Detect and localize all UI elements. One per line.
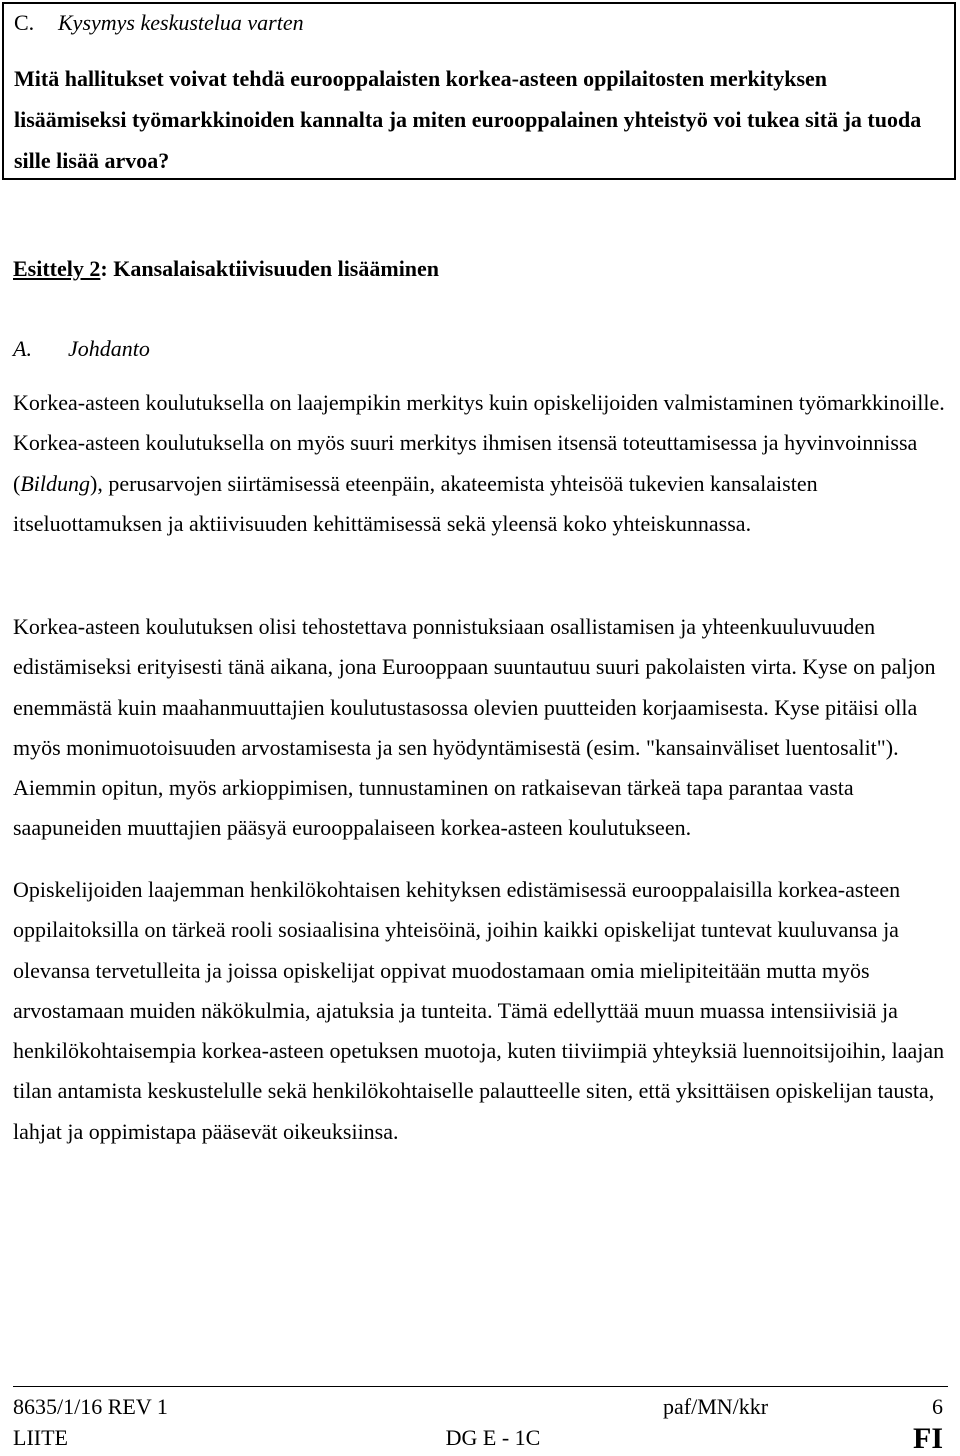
paragraph-1 xyxy=(13,383,948,544)
paragraph-3: Opiskelijoiden laajemman henkilökohtaisen kehityksen edistämisessä eurooppalaisilla korkea-asteen oppilaitoksilla on tärkeä rooli sosiaalisina yhteisöinä, joihin kaikki opiskelijat tuntevat kuuluvansa ja olevansa tervetulleita ja joissa opiskelijat oppivat muodostamaan omia mielipiteitään mutta myös arvostamaan muiden näkökulmia, ajatuksia ja tunteita. Tämä edellyttää muun muassa intensiivisiä ja henkilökohtaisempia korkea-asteen opetuksen muotoja, kuten tiiviimpiä yhteyksiä luennoitsijoihin, laajan tilan antamista keskustelulle sekä henkilökohtaiselle palautteelle siten, että yksittäisen opiskelijan tausta, lahjat ja oppimistapa pääsevät oikeuksiinsa. xyxy=(13,877,945,1144)
section-a-letter: A. xyxy=(13,336,32,361)
paragraph-2: Korkea-asteen koulutuksen olisi tehostettava ponnistuksiaan osallistamisen ja yhteenkuuluvuuden edistämiseksi erityisesti tänä aikana, jona Eurooppaan suuntautuu suuri pakolaisten virta. Kyse on paljon enemmästä kuin maahanmuuttajien koulutustasossa olevien puutteiden korjaamisesta. Kyse pitäisi olla myös monimuotoisuuden arvostamisesta ja sen hyödyntämisestä (esim. "kansainväliset luentosalit"). Aiemmin opitun, myös arkioppimisen, tunnustaminen on ratkaisevan tärkeä tapa parantaa vasta saapuneiden muuttajien pääsyä eurooppalaiseen korkea-asteen koulutukseen. xyxy=(13,614,936,841)
section-c-letter: C. xyxy=(14,10,35,35)
paragraph-1-part-1: Korkea-asteen koulutuksella on laajempikin merkitys kuin opiskelijoiden valmistaminen työmarkkinoille. Korkea-asteen koulutuksella on myös suuri merkitys ihmisen itsensä toteuttamisessa ja hyvinvoinnissa ( xyxy=(13,390,945,496)
section-a-heading xyxy=(13,334,150,364)
footer-page-number: 6 xyxy=(932,1394,943,1419)
footer-language: FI xyxy=(913,1422,943,1455)
footer-row-2 xyxy=(13,1422,948,1455)
section-a-title: Johdanto xyxy=(68,336,150,361)
footer-divider xyxy=(13,1386,948,1387)
footer-annex: LIITE xyxy=(13,1425,68,1450)
footer-initials: paf/MN/kkr xyxy=(663,1394,769,1419)
presentation-heading xyxy=(13,254,439,284)
footer-row-1 xyxy=(13,1393,948,1421)
footer-doc-number: 8635/1/16 REV 1 xyxy=(13,1394,168,1419)
paragraph-1-part-2: ), perusarvojen siirtämisessä eteenpäin, akateemista yhteisöä tukevien kansalaisten itseluottamuksen ja aktiivisuuden kehittämisessä sekä yleensä koko yhteiskunnassa. xyxy=(13,470,818,536)
section-c-heading xyxy=(14,8,304,38)
footer-dg: DG E - 1C xyxy=(445,1425,541,1450)
presentation-label: Esittely 2 xyxy=(13,256,101,281)
discussion-question: Mitä hallitukset voivat tehdä eurooppalaisten korkea-asteen oppilaitosten merkityksen lisäämiseksi työmarkkinoiden kannalta ja miten eurooppalainen yhteistyö voi tukea sitä ja tuoda sille lisää arvoa? xyxy=(14,66,922,173)
presentation-title-text: : Kansalaisaktiivisuuden lisääminen xyxy=(100,256,440,281)
section-c-title: Kysymys keskustelua varten xyxy=(58,10,304,35)
question-box xyxy=(2,2,956,180)
paragraph-1-italic-term: Bildung xyxy=(20,470,90,496)
